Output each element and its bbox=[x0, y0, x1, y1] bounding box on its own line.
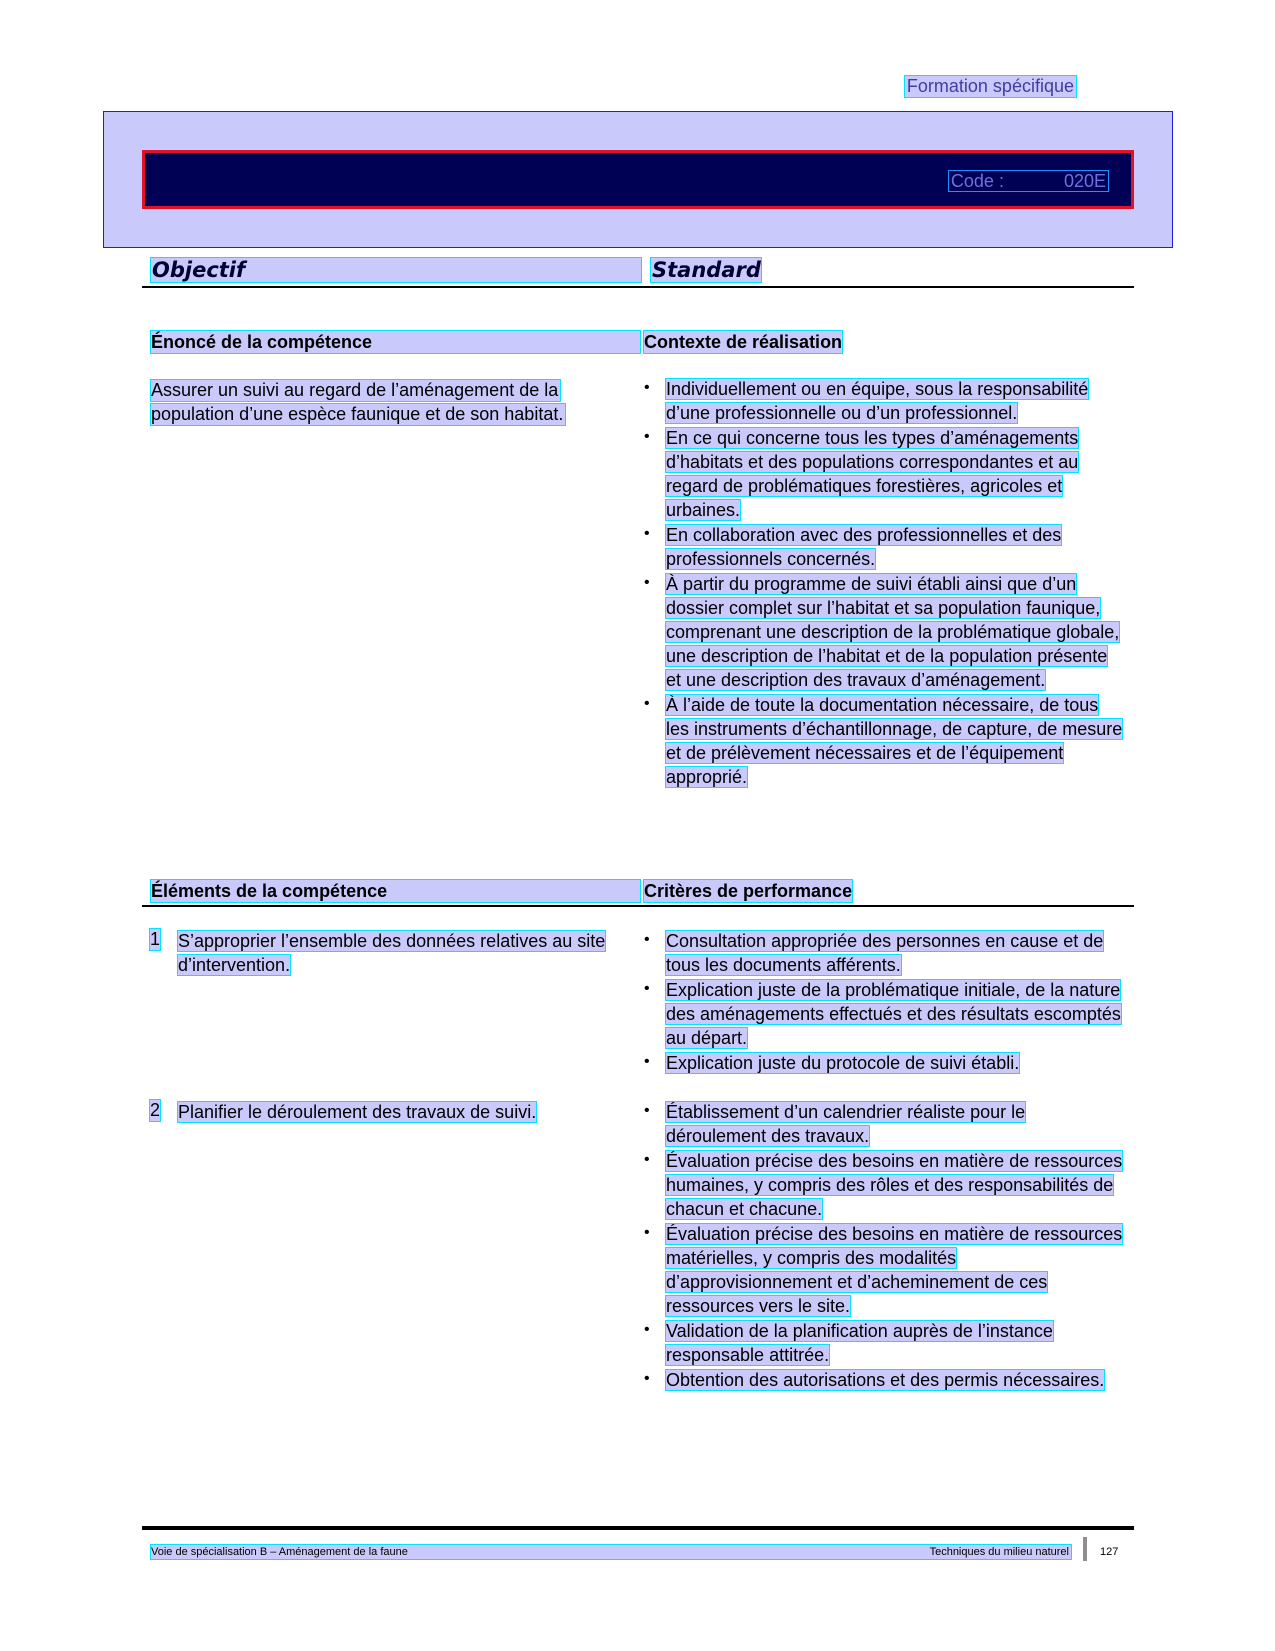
criterion-item bbox=[643, 978, 1123, 1050]
criteria-list-2 bbox=[643, 1100, 1123, 1393]
criterion-item bbox=[643, 1051, 1123, 1075]
element-number: 2 bbox=[150, 1100, 161, 1120]
criterion-text: Explication juste de la problématique initiale, de la nature des aménagements effectués et des résultats escomptés au départ. bbox=[666, 980, 1121, 1048]
elements-heading: Éléments de la compétence bbox=[151, 880, 640, 902]
bullet-icon: • bbox=[644, 1102, 650, 1119]
bullet-icon: • bbox=[644, 525, 650, 542]
bullet-icon: • bbox=[644, 428, 650, 445]
element-item bbox=[150, 1100, 610, 1124]
bullet-icon: • bbox=[644, 695, 650, 712]
criteria-heading: Critères de performance bbox=[644, 881, 853, 901]
element-number: 1 bbox=[150, 929, 161, 949]
statement-line: Assurer un suivi au regard de l’aménagement de la bbox=[151, 380, 559, 400]
bullet-icon: • bbox=[644, 1151, 650, 1168]
criterion-item bbox=[643, 1368, 1123, 1392]
standard-title: Standard bbox=[652, 258, 761, 282]
context-list bbox=[643, 377, 1123, 790]
context-heading: Contexte de réalisation bbox=[644, 332, 843, 352]
criterion-text: Individuellement ou en équipe, sous la responsabilité d’une professionnelle ou d’un professionnel. bbox=[666, 379, 1089, 423]
criterion-item bbox=[643, 929, 1123, 977]
program-label: Formation spécifique bbox=[906, 76, 1074, 96]
bullet-icon: • bbox=[644, 1321, 650, 1338]
bullet-icon: • bbox=[644, 1224, 650, 1241]
code-prefix: Code : bbox=[950, 171, 1004, 191]
criterion-text: Évaluation précise des besoins en matière de ressources matérielles, y compris des modalités d’approvisionnement et d’acheminement de ces ressources vers le site. bbox=[666, 1224, 1123, 1316]
statement-heading: Énoncé de la compétence bbox=[151, 331, 640, 353]
criterion-text: Validation de la planification auprès de l’instance responsable attitrée. bbox=[666, 1321, 1053, 1365]
competence-code bbox=[948, 170, 1109, 192]
page-number: 127 bbox=[1100, 1546, 1119, 1558]
bullet-icon: • bbox=[644, 931, 650, 948]
footer-left: Voie de spécialisation B – Aménagement de la faune bbox=[151, 1545, 1071, 1559]
element-text: S’approprier l’ensemble des données relatives au site d’intervention. bbox=[178, 931, 606, 975]
bullet-icon: • bbox=[644, 1053, 650, 1070]
criteria-list-1 bbox=[643, 929, 1123, 1076]
criterion-text: Consultation appropriée des personnes en cause et de tous les documents afférents. bbox=[666, 931, 1104, 975]
criterion-item bbox=[643, 1222, 1123, 1318]
criterion-item bbox=[643, 1319, 1123, 1367]
bullet-icon: • bbox=[644, 980, 650, 997]
statement-line: population d’une espèce faunique et de son habitat. bbox=[151, 404, 564, 424]
objective-title: Objectif bbox=[151, 258, 641, 282]
criterion-item bbox=[643, 1100, 1123, 1148]
criterion-text: En ce qui concerne tous les types d’aménagements d’habitats et des populations correspondantes et au regard de problématiques forestières, agricoles et urbaines. bbox=[666, 428, 1079, 520]
bullet-icon: • bbox=[644, 1370, 650, 1387]
criterion-text: Obtention des autorisations et des permis nécessaires. bbox=[666, 1370, 1105, 1390]
footer-rule bbox=[142, 1526, 1134, 1530]
criterion-text: À l’aide de toute la documentation nécessaire, de tous les instruments d’échantillonnage, de capture, de mesure et de prélèvement nécessaires et de l’équipement approprié. bbox=[666, 695, 1123, 787]
criterion-item bbox=[643, 377, 1123, 425]
criterion-item bbox=[643, 426, 1123, 522]
criterion-item bbox=[643, 693, 1123, 789]
elements-rule bbox=[142, 905, 1134, 907]
section-rule bbox=[142, 286, 1134, 288]
element-item bbox=[150, 929, 610, 977]
code-value: 020E bbox=[1063, 171, 1106, 191]
competence-statement bbox=[151, 378, 565, 426]
criterion-text: Évaluation précise des besoins en matière de ressources humaines, y compris des rôles et des responsabilités de chacun et chacune. bbox=[666, 1151, 1123, 1219]
criterion-text: En collaboration avec des professionnelles et des professionnels concernés. bbox=[666, 525, 1062, 569]
criterion-text: À partir du programme de suivi établi ainsi que d’un dossier complet sur l’habitat et sa population faunique, comprenant une description de la problématique globale, une description de l’habitat et de la population présente et une description des travaux d’aménagement. bbox=[666, 574, 1120, 690]
element-text: Planifier le déroulement des travaux de suivi. bbox=[178, 1102, 537, 1122]
footer-divider bbox=[1083, 1537, 1087, 1561]
criterion-text: Établissement d’un calendrier réaliste pour le déroulement des travaux. bbox=[666, 1102, 1026, 1146]
bullet-icon: • bbox=[644, 379, 650, 396]
criterion-item bbox=[643, 523, 1123, 571]
bullet-icon: • bbox=[644, 574, 650, 591]
criterion-text: Explication juste du protocole de suivi établi. bbox=[666, 1053, 1020, 1073]
criterion-item bbox=[643, 1149, 1123, 1221]
criterion-item bbox=[643, 572, 1123, 692]
footer-right: Techniques du milieu naturel bbox=[929, 1546, 1069, 1558]
